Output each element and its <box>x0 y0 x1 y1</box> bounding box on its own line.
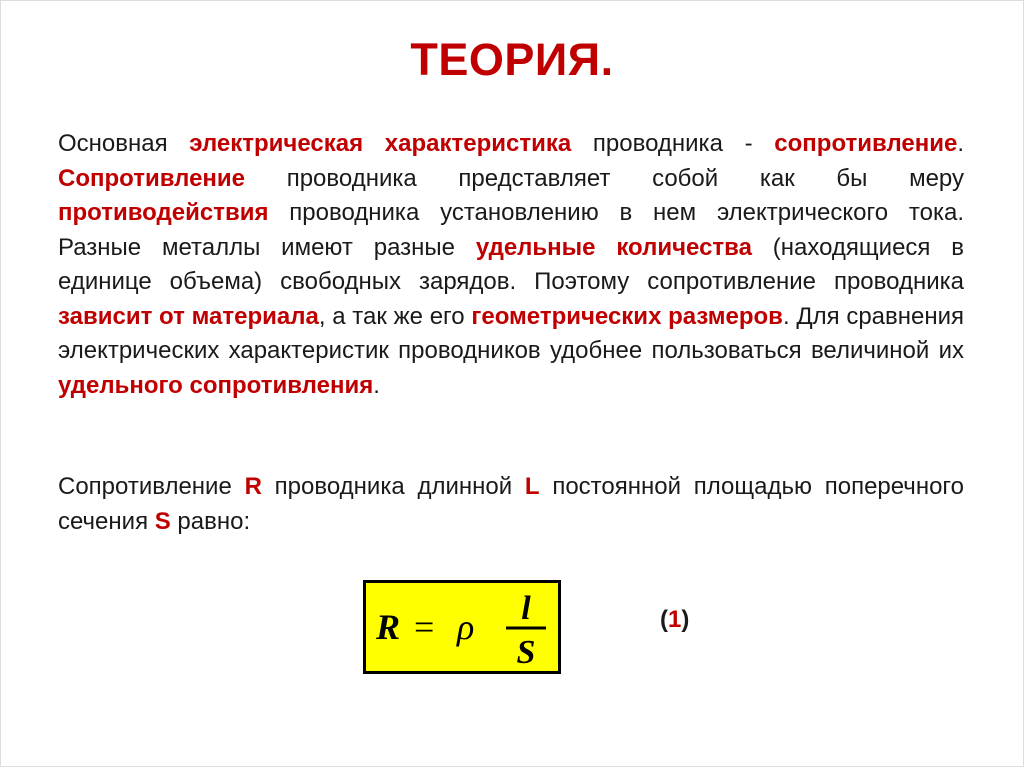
highlighted-term: удельные количества <box>475 233 752 261</box>
page-title: ТЕОРИЯ. <box>410 34 614 85</box>
resistance-definition-paragraph <box>58 470 964 539</box>
text-segment: проводника установлению в нем электрического тока. Разные металлы имеют разные <box>58 199 964 261</box>
highlighted-term: S <box>154 507 171 535</box>
text-segment: Сопротивление <box>58 473 245 500</box>
text-segment: . Для сравнения электрических характеристик проводников удобнее пользоваться величиной их <box>58 302 965 364</box>
text-segment: проводника представляет собой как бы меру <box>245 164 964 192</box>
equation-number-value: 1 <box>668 606 682 633</box>
text-segment: , а так же его <box>318 302 472 330</box>
highlighted-term: удельного сопротивления <box>58 371 374 399</box>
text-segment: постоянной площадью поперечного сечения <box>58 473 964 535</box>
resistance-formula <box>363 580 561 674</box>
highlighted-term: противодействия <box>58 199 269 226</box>
highlighted-term: геометрических размеров <box>471 302 783 330</box>
text-segment: проводника длинной <box>261 473 525 500</box>
equation-number-close: ) <box>681 606 690 633</box>
formula-denominator: S <box>516 634 536 671</box>
text-segment: Основная <box>58 130 190 157</box>
text-segment: . <box>373 371 380 399</box>
formula-numerator: l <box>521 590 531 627</box>
highlighted-term: L <box>524 473 540 500</box>
text-segment: . <box>957 130 964 157</box>
theory-paragraph <box>58 127 964 403</box>
highlighted-term: R <box>244 473 262 500</box>
equation-number <box>660 606 689 634</box>
highlighted-term: зависит от материала <box>58 302 319 330</box>
equation-number-open: ( <box>660 606 668 633</box>
text-segment: (находящиеся в единице объема) свободных зарядов. Поэтому сопротивление проводника <box>58 233 964 295</box>
formula-rho: ρ <box>457 607 475 647</box>
formula-equals: = <box>414 607 435 647</box>
highlighted-term: сопротивление <box>774 130 958 157</box>
text-segment: проводника - <box>571 130 775 157</box>
text-segment: равно: <box>170 507 251 535</box>
highlighted-term: электрическая характеристика <box>189 130 572 157</box>
formula-lhs: R <box>376 607 401 647</box>
highlighted-term: Сопротивление <box>58 164 246 192</box>
